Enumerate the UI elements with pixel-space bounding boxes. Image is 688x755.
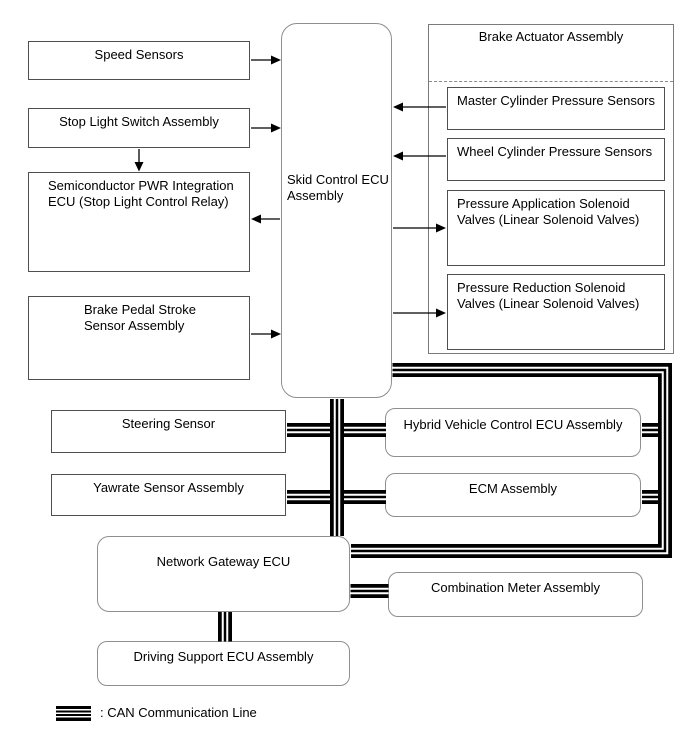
node-wheel-cylinder-pressure-sensors	[447, 138, 665, 181]
node-steering-sensor	[51, 410, 286, 453]
node-stop-light-switch	[28, 108, 250, 148]
node-label: ECM Assembly	[468, 481, 558, 496]
arrow-skid-to-semiconductor	[251, 215, 280, 224]
node-label: Steering Sensor	[121, 416, 216, 431]
node-label: Speed Sensors	[94, 47, 184, 62]
can-bus-main-loop	[351, 370, 665, 551]
node-brake-pedal-stroke-sensor	[28, 296, 250, 380]
node-combination-meter	[388, 572, 643, 617]
node-yawrate-sensor	[51, 474, 286, 516]
node-label: Brake Pedal Stroke Sensor Assembly	[84, 302, 197, 333]
node-label: Pressure Reduction Solenoid Valves (Linear Solenoid Valves)	[457, 280, 640, 311]
node-label: Wheel Cylinder Pressure Sensors	[457, 144, 653, 159]
node-label: Pressure Application Solenoid Valves (Linear Solenoid Valves)	[457, 196, 640, 227]
node-label: Semiconductor PWR Integration ECU (Stop Light Control Relay)	[48, 178, 234, 209]
node-label: Driving Support ECU Assembly	[133, 649, 314, 664]
node-pressure-application-solenoid-valves	[447, 190, 665, 266]
arrow-brakepedal-to-skid	[251, 330, 281, 339]
group-brake-actuator-assembly	[428, 24, 674, 354]
node-driving-support-ecu	[97, 641, 350, 686]
node-label: Master Cylinder Pressure Sensors	[457, 93, 655, 108]
group-title: Brake Actuator Assembly	[478, 29, 624, 44]
arrow-speed-to-skid	[251, 56, 281, 65]
can-line-symbol	[56, 706, 91, 721]
node-label: Network Gateway ECU	[156, 554, 291, 569]
node-label: Combination Meter Assembly	[430, 580, 601, 595]
node-label: Hybrid Vehicle Control ECU Assembly	[403, 417, 623, 432]
legend-text: : CAN Communication Line	[100, 705, 257, 720]
arrow-stoplight-to-skid	[251, 124, 281, 133]
node-skid-control-ecu	[281, 23, 392, 398]
node-pressure-reduction-solenoid-valves	[447, 274, 665, 350]
node-label: Stop Light Switch Assembly	[59, 114, 219, 129]
arrow-stoplight-to-semiconductor	[135, 149, 144, 172]
node-network-gateway-ecu	[97, 536, 350, 612]
node-semiconductor-pwr-integration-ecu	[28, 172, 250, 272]
node-hybrid-vehicle-control-ecu	[385, 408, 641, 457]
dashed-divider	[429, 81, 673, 82]
node-label: Yawrate Sensor Assembly	[93, 480, 244, 495]
node-ecm	[385, 473, 641, 517]
node-speed-sensors	[28, 41, 250, 80]
node-label: Skid Control ECU Assembly	[287, 172, 389, 203]
node-master-cylinder-pressure-sensors	[447, 87, 665, 130]
